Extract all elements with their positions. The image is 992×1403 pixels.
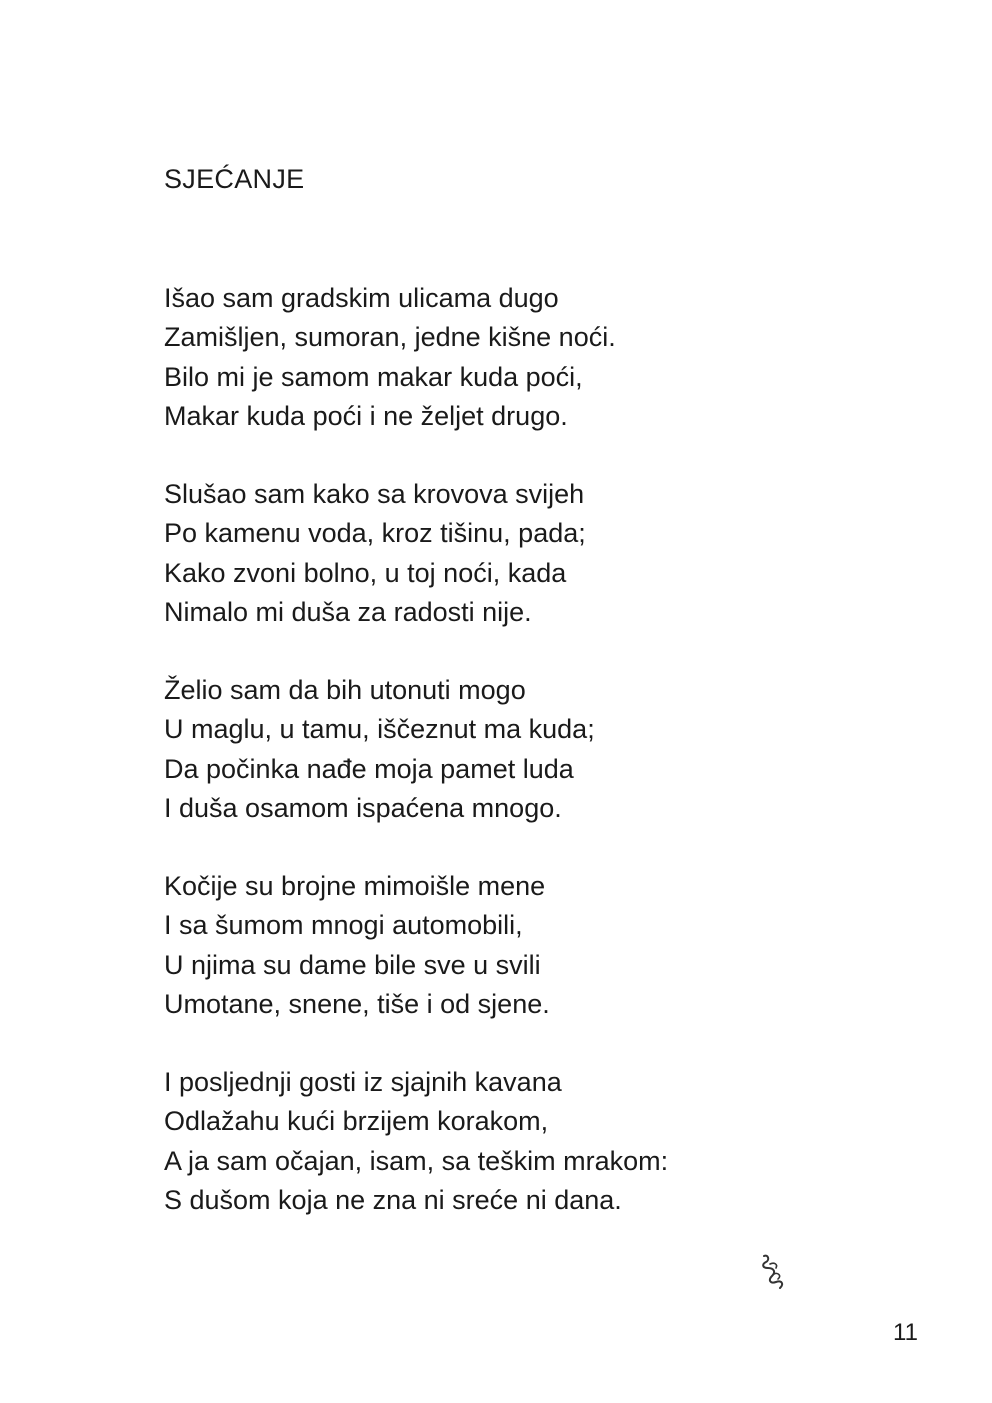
poem-line: Slušao sam kako sa krovova svijeh — [164, 479, 585, 509]
poem-line: I duša osamom ispaćena mnogo. — [164, 792, 562, 823]
stanza-2 — [164, 475, 864, 632]
poem-line: Da počinka nađe moja pamet luda — [164, 753, 574, 784]
poem-line: Po kamenu voda, kroz tišinu, pada; — [164, 518, 586, 549]
stanza-3 — [164, 671, 864, 828]
poem-line: Makar kuda poći i ne željet drugo. — [164, 400, 568, 431]
poem-line: Nimalo mi duša za radosti nije. — [164, 596, 532, 627]
poem-line: I posljednji gosti iz sjajnih kavana — [164, 1067, 562, 1097]
poem-line: Kočije su brojne mimoišle mene — [164, 871, 546, 901]
stanza-5 — [164, 1063, 864, 1220]
stanza-4 — [164, 867, 864, 1024]
poem-line: Kako zvoni bolno, u toj noći, kada — [164, 557, 567, 588]
poem-line: U njima su dame bile sve u svili — [164, 949, 541, 980]
stanza-1 — [164, 279, 864, 436]
poem-line: I sa šumom mnogi automobili, — [164, 910, 523, 941]
poem-title: SJEĆANJE — [164, 164, 305, 194]
poem-line: Odlažahu kući brzijem korakom, — [164, 1106, 549, 1137]
signature-mark-icon — [756, 1252, 790, 1292]
page-number: 11 — [893, 1319, 918, 1346]
poem-line: S dušom koja ne zna ni sreće ni dana. — [164, 1184, 622, 1215]
poem-line: U maglu, u tamu, iščeznut ma kuda; — [164, 714, 595, 745]
poem-body — [164, 279, 864, 1259]
poem-line: Bilo mi je samom makar kuda poći, — [164, 361, 583, 392]
poem-line: A ja sam očajan, isam, sa teškim mrakom: — [164, 1145, 669, 1176]
poem-line: Umotane, snene, tiše i od sjene. — [164, 988, 550, 1019]
poem-line: Zamišljen, sumoran, jedne kišne noći. — [164, 322, 616, 353]
poem-line: Želio sam da bih utonuti mogo — [164, 675, 526, 705]
poem-line: Išao sam gradskim ulicama dugo — [164, 283, 559, 313]
